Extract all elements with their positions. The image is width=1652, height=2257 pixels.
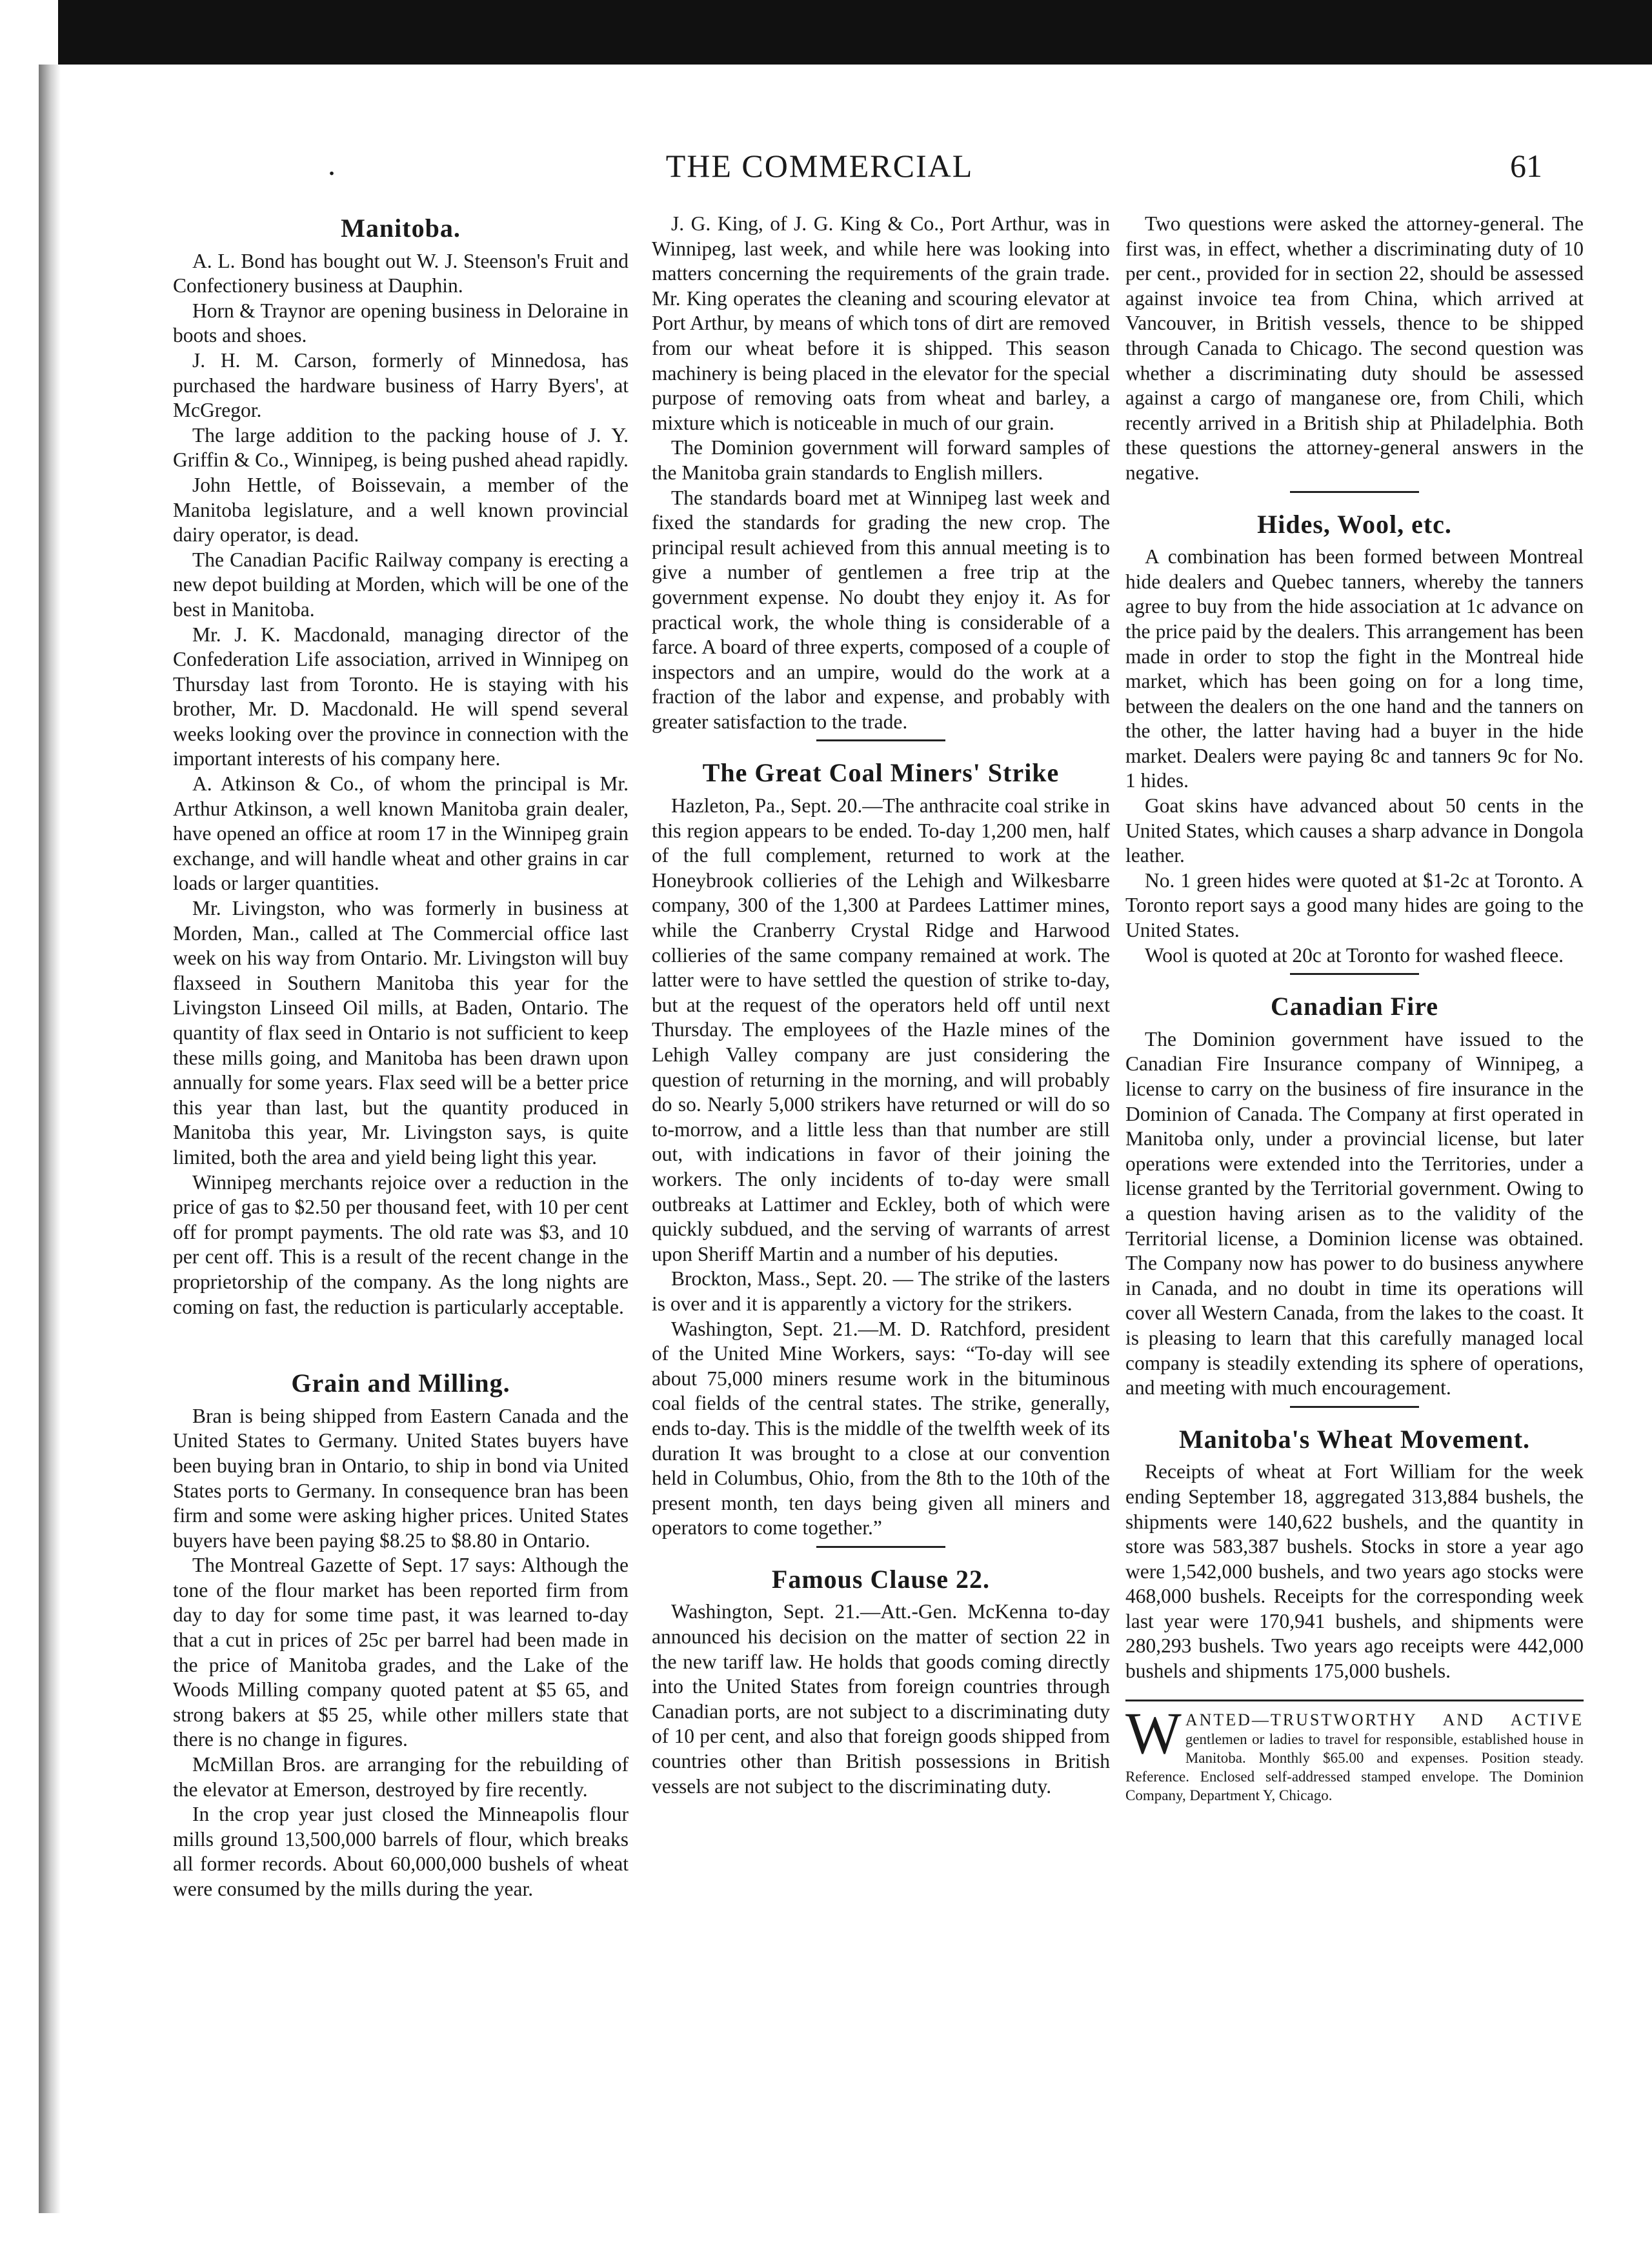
hides-paragraph: Wool is quoted at 20c at Toronto for washed fleece. [1145,943,1564,967]
grain-paragraph: Bran is being shipped from Eastern Canada and the United States to Germany. United States buyers have been buying bran in Ontario, to ship in bond via United States ports to Germany. In consequence bran has been firm and some were asking higher prices. United States buyers have been paying $8.25 to $8.80 in Ontario. [173,1404,629,1552]
manitoba-paragraph: A. Atkinson & Co., of whom the principal is Mr. Arthur Atkinson, a well known Manitoba grain dealer, have opened an office at room 17 in the Winnipeg grain exchange, and will handle wheat and other grains in car loads or larger quantities. [173,772,629,895]
manitoba-paragraph: The large addition to the packing house of J. Y. Griffin & Co., Winnipeg, is being pushed ahead rapidly. [173,423,629,472]
clause-paragraph: Washington, Sept. 21.—Att.-Gen. McKenna to-day announced his decision on the matter of section 22 in the new tariff law. He holds that goods coming directly into the United States from foreign countries through Canadian ports, are not subject to a discriminating duty of 10 per cent, and also that foreign goods shipped from countries other than British possessions in British vessels are not subject to the discriminating duty. [652,1600,1110,1798]
scan-top-border [58,0,1652,65]
column-rule [1290,491,1419,493]
wheat-article [1125,1460,1584,1683]
manitoba-article [173,249,629,1320]
grain-paragraph: The Montreal Gazette of Sept. 17 says: Although the tone of the flour market has been reported firm from day to day for some time past, it was learned to-day that a cut in prices of 25c per barrel had been made in the price of Manitoba grades, and the Lake of the Woods Milling company quoted patent at $5 65, and strong bakers at $5 25, while other millers state that there is no change in figures. [173,1554,629,1751]
column-1 [173,216,629,1902]
grain-paragraph: The Dominion government will forward samples of the Manitoba grain standards to English millers. [652,436,1110,484]
fire-heading: Canadian Fire [1270,992,1439,1021]
manitoba-heading: Manitoba. [341,214,461,243]
fire-paragraph: The Dominion government have issued to the Canadian Fire Insurance company of Winnipeg, a license to carry on the business of fire insurance in the Dominion of Canada. The Company at first operated in Manitoba only, under a provincial license, but later operations were extended into the Territories, under a license granted by the Territorial government. Owing to a question having arisen as to the validity of the Territorial license, a Dominion license was obtained. The Company now has power to do business anywhere in Canada, and no doubt in time its operations will cover all Western Canada, from the lakes to the coast. It is pleasing to learn that this carefully managed local company is steadily extending its sphere of operations, and meeting with much encouragement. [1125,1027,1584,1399]
hides-paragraph: No. 1 green hides were quoted at $1-2c at Toronto. A Toronto report says a good many hides are going to the United States. [1125,868,1584,942]
manitoba-paragraph: Winnipeg merchants rejoice over a reduction in the price of gas to $2.50 per thousand feet, with 10 per cent off for prompt payments. The old rate was $3, and 10 per cent off. This is a result of the recent change in the proprietorship of the company. As the long nights are coming on fast, the reduction is particularly acceptable. [173,1170,629,1318]
page-number: 61 [1510,148,1542,184]
fire-article [1125,1027,1584,1401]
grain-paragraph: In the crop year just closed the Minneapolis flour mills ground 13,500,000 barrels of flour, which breaks all former records. About 60,000,000 bushels of wheat were consumed by the mills during the year. [173,1803,629,1900]
wheat-paragraph: Receipts of wheat at Fort William for the week ending September 18, aggregated 313,884 bushels, the shipments were 140,622 bushels, and the quantity in store was 583,387 bushels. Stocks in store a year ago were 1,542,000 bushels, and two years ago stocks were 468,000 bushels. Receipts for the corresponding week last year were 170,941 bushels, and shipments were 280,293 bushels. Two years ago receipts were 442,000 bushels and shipments 175,000 bushels. [1125,1460,1584,1683]
manitoba-paragraph: J. H. M. Carson, formerly of Minnedosa, has purchased the hardware business of Harry Byers', at McGregor. [173,348,629,422]
manitoba-paragraph: John Hettle, of Boissevain, a member of the Manitoba legislature, and a well known provincial dairy operator, is dead. [173,473,629,547]
grain-paragraph: McMillan Bros. are arranging for the rebuilding of the elevator at Emerson, destroyed by fire recently. [173,1753,629,1801]
column-rule [1290,973,1419,975]
column-rule [816,1546,945,1548]
ad-text: gentlemen or ladies to travel for responsible, established house in Manitoba. Monthly $65.00 and expenses. Position steady. Reference. Enclosed self-addressed stamped envelope. The Dominion Company, Department Y, Chicago. [1125,1730,1584,1803]
clause-paragraph: Two questions were asked the attorney-general. The first was, in effect, whether a discriminating duty of 10 per cent., provided for in section 22, should be assessed against invoice tea from China, which arrived at Vancouver, in British vessels, thence to be shipped through Canada to Chicago. The second question was whether a discriminating duty should be assessed against a cargo of manganese ore, from Chili, which recently arrived in a British ship at Philadelphia. Both these questions the attorney-general answers in the negative. [1125,212,1584,484]
coal-paragraph: Brockton, Mass., Sept. 20. — The strike of the lasters is over and it is apparently a victory for the strikers. [652,1267,1110,1315]
manitoba-paragraph: Mr. J. K. Macdonald, managing director of the Confederation Life association, arrived in Winnipeg on Thursday last from Toronto. He is staying with his brother, Mr. D. Macdonald. He will spend several weeks looking over the province in connection with the important interests of his company here. [173,623,629,770]
grain-heading: Grain and Milling. [291,1369,510,1398]
ad-caps: ANTED—TRUSTWORTHY AND ACTIVE [1185,1710,1584,1729]
grain-article [173,1404,629,1902]
grain-paragraph: J. G. King, of J. G. King & Co., Port Arthur, was in Winnipeg, last week, and while here was looking into matters concerning the requirements of the grain trade. Mr. King operates the cleaning and scouring elevator at Port Arthur, by means of which tons of dirt are removed from our wheat before it is shipped. This season machinery is being placed in the elevator for the special purpose of removing oats from wheat and barley, a mixture which is noticeable in much of our grain. [652,212,1110,434]
column-rule [1290,1406,1419,1408]
coal-paragraph: Hazleton, Pa., Sept. 20.—The anthracite coal strike in this region appears to be ended. To-day 1,200 men, half of the full complement, returned to work at the Honeybrook collieries of the Lehigh and Wilkesbarre company, 300 of the 1,300 at Pardees Lattimer mines, while the Cranberry Crystal Ridge and Harwood collieries of the same company remained at work. The latter were to have settled the question of strike to-day, but at the request of the operators held off until next Thursday. The employees of the Hazle mines of the Lehigh Valley company are just considering the question of returning in the morning, and will probably do so. Nearly 5,000 strikers have returned or will do so to-morrow, and a little less than that number are still out, with indications in favor of their joining the workers. The only incidents of to-day were small outbreaks at Lattimer and Eckley, both of which were quickly subdued, and the serving of warrants of arrest upon Sheriff Martin and a number of his deputies. [652,794,1110,1265]
coal-article [652,794,1110,1541]
classified-advertisement [1125,1700,1584,1805]
manitoba-paragraph: Horn & Traynor are opening business in Deloraine in boots and shoes. [173,299,629,347]
page-header [97,147,1542,192]
hides-paragraph: A combination has been formed between Montreal hide dealers and Quebec tanners, whereby the tanners agree to buy from the hide association at 1c advance on the price paid by the dealers. This arrangement has been made in order to stop the fight in the Montreal hide market, which has been going on for a long time, between the dealers on the one hand and the tanners on the other, the latter having had a buyer in the hide market. Dealers were paying 8c and tanners 9c for No. 1 hides. [1125,545,1584,792]
wheat-heading: Manitoba's Wheat Movement. [1178,1424,1531,1454]
manitoba-paragraph: Mr. Livingston, who was formerly in business at Morden, Man., called at The Commercial office last week on his way from Ontario. Mr. Livingston will buy flaxseed in Southern Manitoba this year for the Livingston Linseed Oil mills, at Baden, Ontario. The quantity of flax seed in Ontario is not sufficient to keep these mills going, and Manitoba has been drawn upon annually for some years. Flax seed will be a better price this year than last, but the quantity produced in Manitoba this year, Mr. Livingston says, is quite limited, both the area and yield being light this year. [173,897,629,1169]
coal-paragraph: Washington, Sept. 21.—M. D. Ratchford, president of the United Mine Workers, says: “To-day will see about 75,000 miners resume work in the bituminous coal fields of the central states. The strike, generally, ends to-day. This is the middle of the twelfth week of its duration It was brought to a close at our convention held in Columbus, Ohio, from the 8th to the 10th of the present month, ten days being given all miners and operators to come together.” [652,1317,1110,1540]
column-2 [652,212,1110,1799]
coal-heading: The Great Coal Miners' Strike [702,758,1060,788]
clause-article-continued [1125,212,1584,486]
publication-title: THE COMMERCIAL [665,148,974,184]
manitoba-paragraph: A. L. Bond has bought out W. J. Steenson's Fruit and Confectionery business at Dauphin. [173,249,629,297]
column-rule [816,739,945,741]
scan-left-edge [39,65,61,2213]
hides-article [1125,545,1584,968]
grain-paragraph: The standards board met at Winnipeg last week and fixed the standards for grading the new crop. The principal result achieved from this annual meeting is to give a number of gentlemen a free trip at the government expense. No doubt they enjoy it. As for practical work, the whole thing is considerable of a farce. A board of three experts, composed of a couple of inspectors and an umpire, would do the work at a fraction of the labor and expense, and probably with greater satisfaction to the trade. [652,486,1110,733]
manitoba-paragraph: The Canadian Pacific Railway company is erecting a new depot building at Morden, which will be one of the best in Manitoba. [173,548,629,621]
ad-initial: W [1125,1700,1182,1766]
header-dot: . [328,148,336,182]
column-3 [1125,212,1584,1805]
clause-article [652,1600,1110,1799]
hides-paragraph: Goat skins have advanced about 50 cents in the United States, which causes a sharp advance in Dongola leather. [1125,794,1584,867]
grain-article-continued [652,212,1110,734]
hides-heading: Hides, Wool, etc. [1257,509,1452,539]
clause-heading: Famous Clause 22. [771,1564,991,1594]
